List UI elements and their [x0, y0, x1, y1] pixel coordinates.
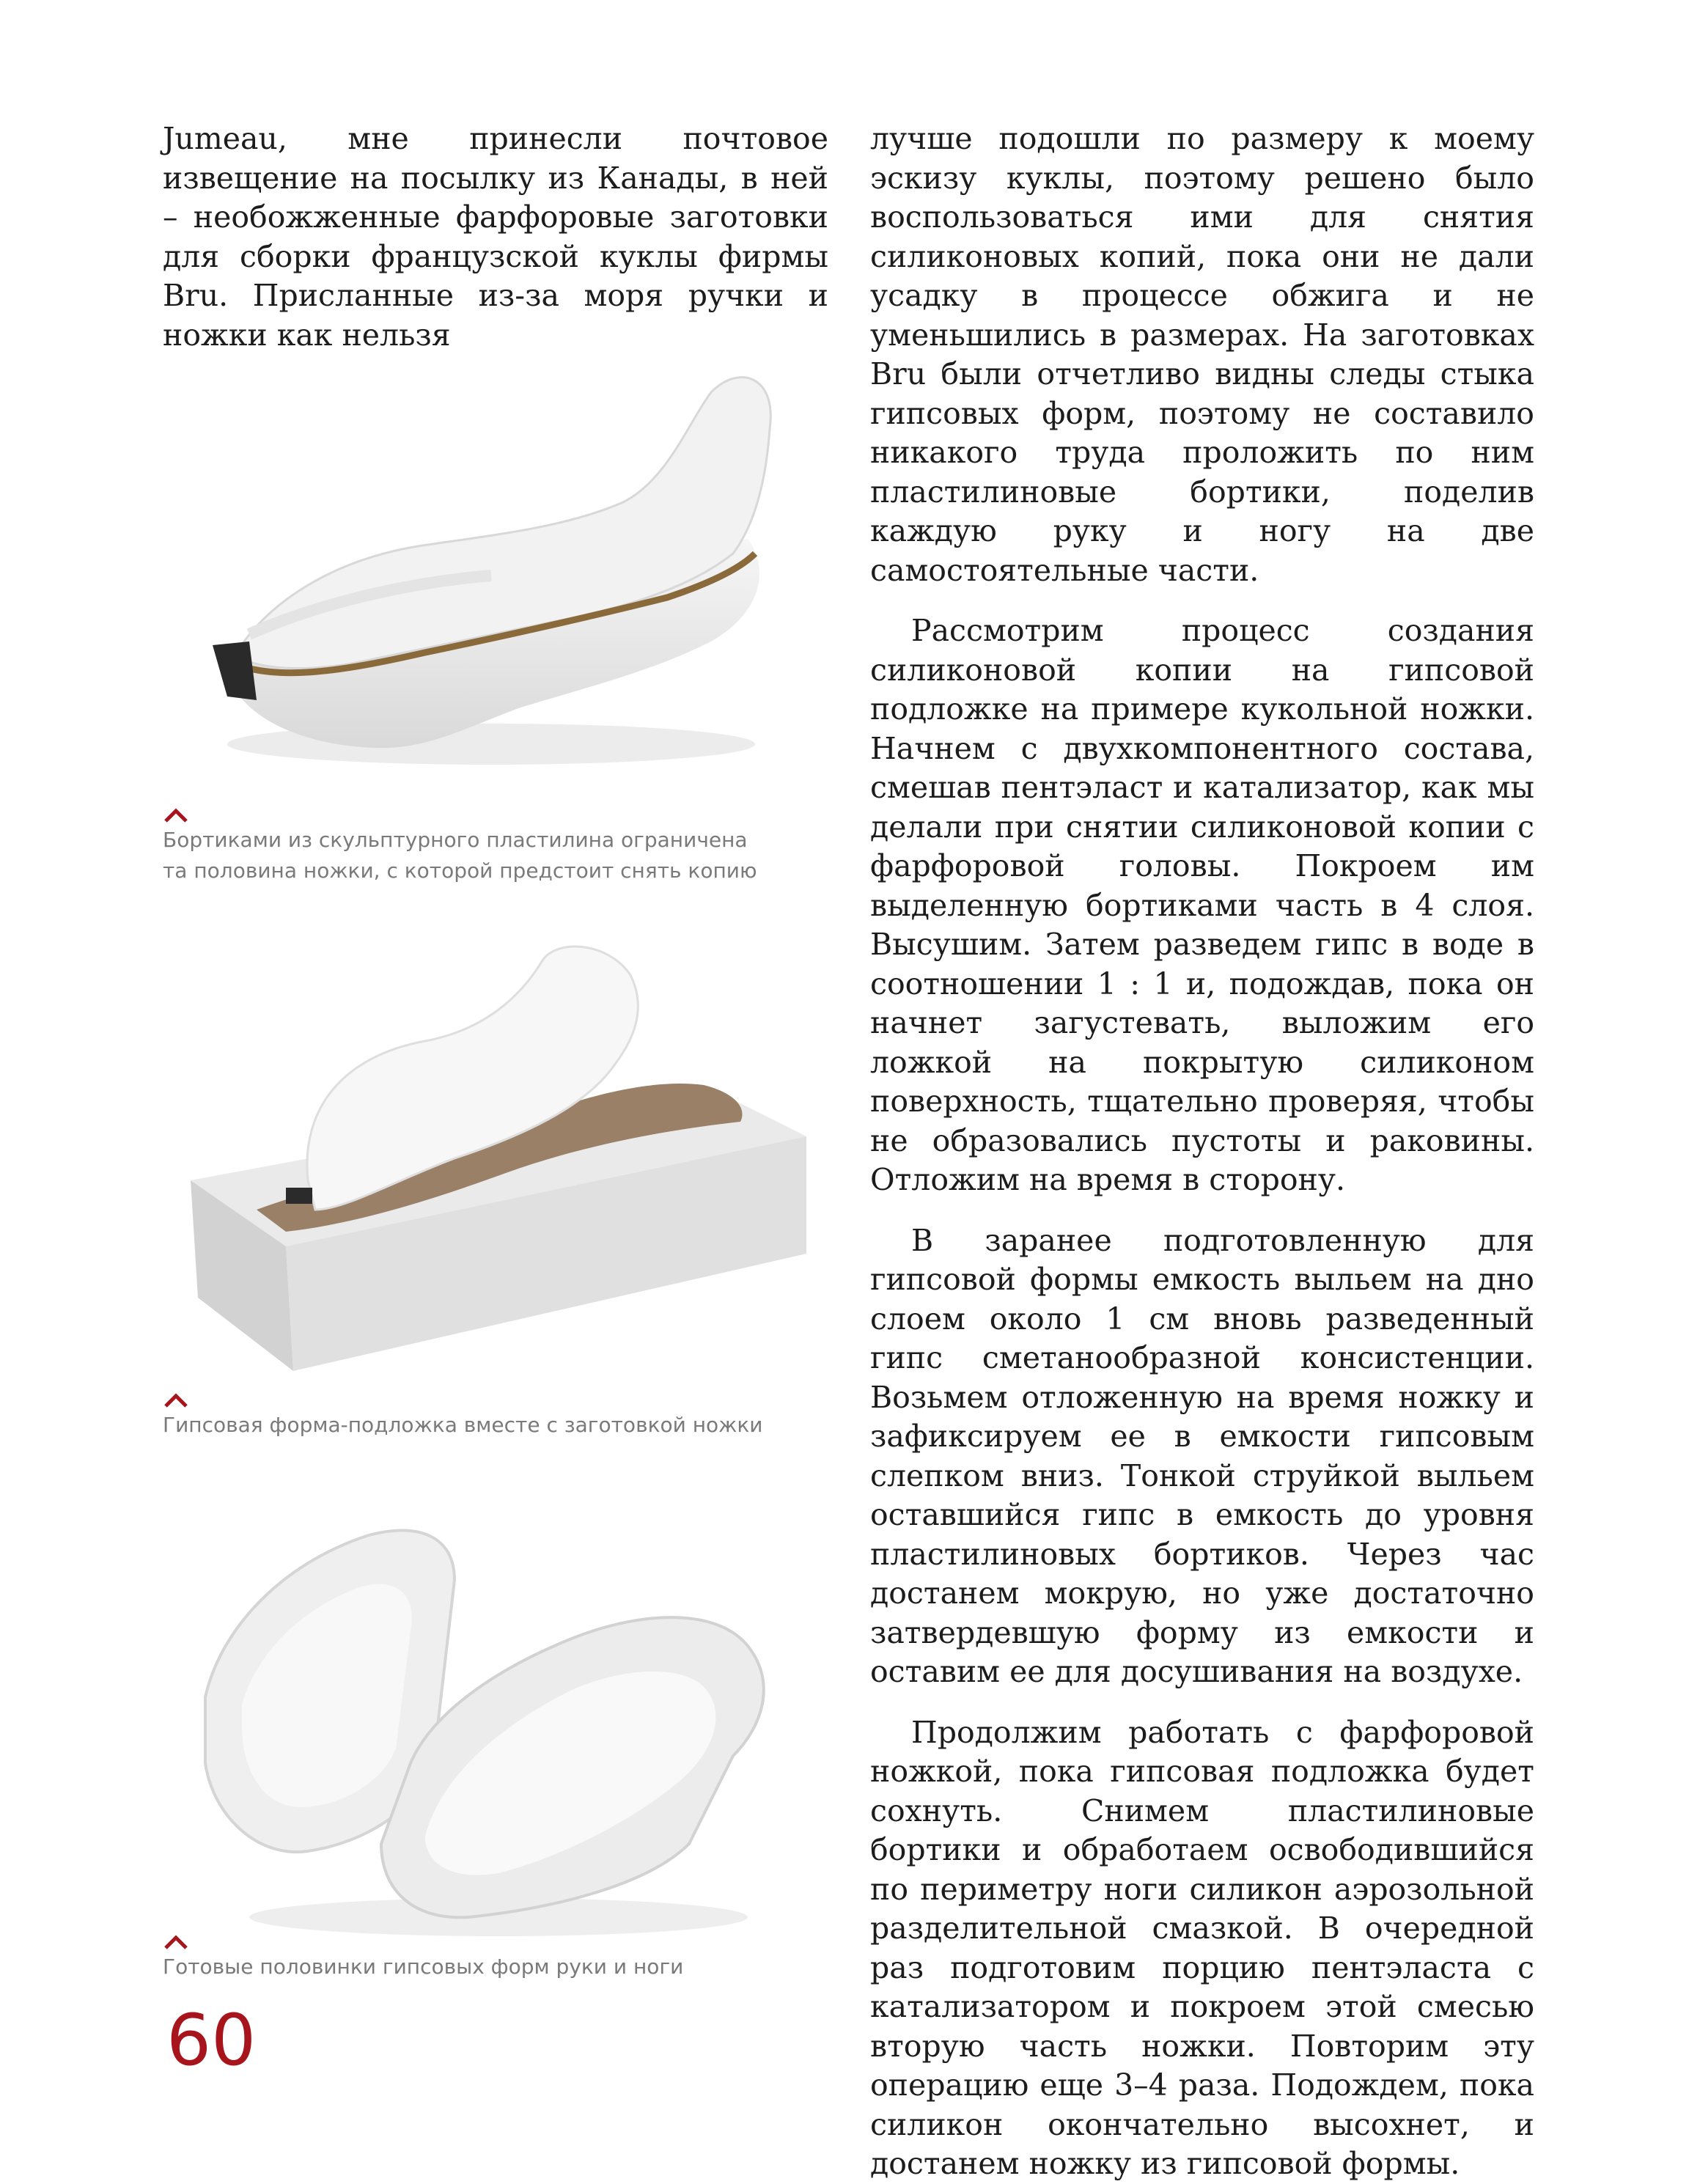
right-paragraph-3: В заранее подготовленную для гипсовой формы емкость выльем на дно слоем около 1 см вновь разведенный гипс сметанообразной консистенции. Возьмем отложенную на время ножку и зафиксируем ее в емкости гипсовым слепком вниз. Тонкой струйкой выльем оставшийся гипс в емкость до уровня пластилиновых бортиков. Через час достанем мокрую, но уже достаточно затвердевшую форму из емкости и оставим ее для досушивания на воздухе. [870, 1222, 1534, 1689]
right-paragraph-2: Рассмотрим процесс создания силиконовой копии на гипсовой подложке на примере кукольной ножки. Начнем с двухкомпонентного состава, смешав пентэласт и катализатор, как мы делали при снятии силиконовой копии с фарфоровой головы. Покроем им выделенную бортиками часть в 4 слоя. Высушим. Затем разведем гипс в воде в соотношении 1 : 1 и, подождав, пока он начнет загустевать, выложим его ложкой на покрытую силиконом поверхность, тщательно проверяя, чтобы не образовались пустоты и раковины. Отложим на время в сторону. [870, 613, 1534, 1197]
caret-up-icon [163, 1933, 189, 1951]
photo-leg-with-clay-borders [183, 363, 792, 773]
figure-1-caption-line-1: Бортиками из скульптурного пластилина ограничена [163, 828, 748, 852]
right-paragraph-1: лучше подошли по размеру к моему эскизу куклы, поэтому решено было воспользоваться ими для снятия силиконовых копий, пока они не дали усадку в процессе обжига и не уменьшились в размерах. На заготовках Bru были отчетливо видны следы стыка гипсовых форм, поэтому не составило никакого труда проложить по ним пластилиновые бортики, поделив каждую руку и ногу на две самостоятельные части. [870, 121, 1534, 588]
photo-plaster-mold-base [176, 938, 821, 1378]
figure-1-caption-line-2: та половина ножки, с которой предстоит снять копию [163, 858, 757, 883]
figure-3-caption-block [163, 1933, 683, 1982]
right-column [870, 120, 1534, 2184]
figure-1-caption-block [163, 806, 757, 886]
caret-up-icon [163, 806, 189, 824]
left-paragraph: Jumeau, мне принесли почтовое извещение на посылку из Канады, в ней – необожженные фарфоровые заготовки для сборки французской куклы фирмы Bru. Присланные из-за моря ручки и ножки как нельзя [163, 121, 828, 353]
caret-up-icon [163, 1391, 189, 1409]
figure-2-caption-line-1: Гипсовая форма-подложка вместе с заготовкой ножки [163, 1413, 763, 1437]
figure-3-caption-line-1: Готовые половинки гипсовых форм руки и ноги [163, 1955, 684, 1979]
right-paragraph-4: Продолжим работать с фарфоровой ножкой, пока гипсовая подложка будет сохнуть. Снимем пластилиновые бортики и обработаем освободившийся по периметру ноги силикон аэрозольной разделительной смазкой. В очередной раз подготовим порцию пентэласта с катализатором и покроем этой смесью вторую часть ножки. Повторим эту операцию еще 3–4 раза. Подождем, пока силикон окончательно высохнет, и достанем ножку из гипсовой формы. [870, 1714, 1534, 2181]
figure-2-caption-block [163, 1391, 762, 1440]
page-number: 60 [166, 1999, 257, 2081]
photo-plaster-mold-halves [191, 1507, 777, 1946]
left-column [163, 120, 828, 355]
